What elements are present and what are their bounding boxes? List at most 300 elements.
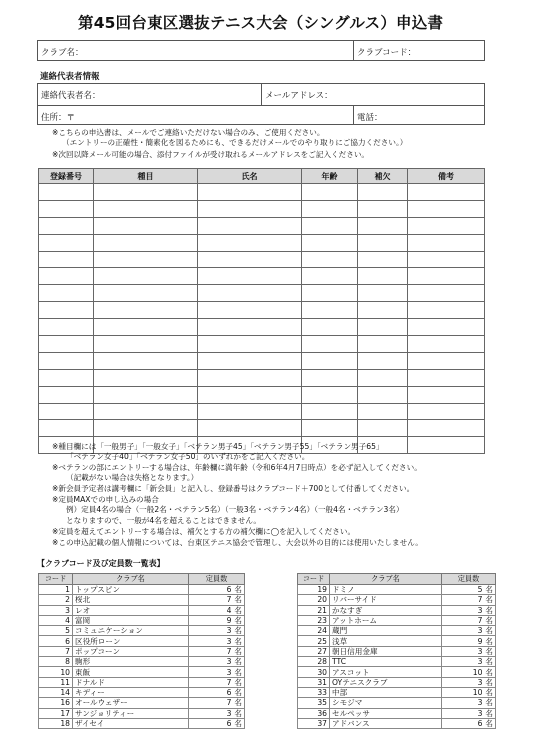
capacity-number: 3 — [226, 708, 232, 718]
name-cell[interactable] — [198, 403, 302, 420]
capacity-number: 5 — [477, 585, 483, 595]
substitute-cell[interactable] — [358, 369, 408, 386]
remarks-cell[interactable] — [408, 217, 485, 234]
substitute-cell[interactable] — [358, 184, 408, 201]
club-row — [39, 605, 245, 615]
club-code: 10 — [39, 667, 73, 677]
club-code: 21 — [298, 605, 330, 615]
club-row — [39, 677, 245, 687]
substitute-cell[interactable] — [358, 234, 408, 251]
club-capacity — [189, 595, 245, 605]
club-name: 浅草 — [330, 636, 442, 646]
registration-number-cell[interactable] — [39, 302, 94, 319]
club-row — [39, 615, 245, 625]
age-cell[interactable] — [302, 403, 358, 420]
registration-number-cell[interactable] — [39, 403, 94, 420]
substitute-cell[interactable] — [358, 200, 408, 217]
club-name: アットホーム — [330, 615, 442, 625]
substitute-cell[interactable] — [358, 319, 408, 336]
entry-row — [39, 234, 485, 251]
capacity-number: 6 — [226, 719, 232, 728]
club-row — [298, 646, 496, 656]
entry-row — [39, 369, 485, 386]
club-col-code: コード — [39, 574, 73, 585]
club-row — [298, 708, 496, 718]
event-cell[interactable] — [94, 386, 198, 403]
entry-row — [39, 336, 485, 353]
substitute-cell[interactable] — [358, 336, 408, 353]
remarks-cell[interactable] — [408, 420, 485, 437]
remarks-cell[interactable] — [408, 437, 485, 454]
club-capacity — [442, 708, 496, 718]
capacity-number: 3 — [477, 646, 483, 656]
note-top-2: （エントリーの正確性・簡素化を図るためにも、できるだけメールでのやり取りにご協力ください。） — [62, 138, 408, 147]
note-bottom-10: ※この申込記載の個人情報については、台東区テニス協会で管理し、大会以外の目的には使用いたしません。 — [52, 538, 423, 547]
club-capacity — [189, 636, 245, 646]
club-name: ザイセイ — [73, 718, 189, 728]
club-name: ポップコーン — [73, 646, 189, 656]
club-row — [298, 595, 496, 605]
club-code: 2 — [39, 595, 73, 605]
entry-row — [39, 352, 485, 369]
capacity-unit: 名 — [485, 667, 493, 677]
club-capacity — [189, 615, 245, 625]
entry-table-header — [39, 169, 485, 184]
substitute-cell[interactable] — [358, 403, 408, 420]
substitute-cell[interactable] — [358, 352, 408, 369]
name-cell[interactable] — [198, 420, 302, 437]
rep-name-label: 連絡代表者名： — [41, 91, 101, 101]
remarks-cell[interactable] — [408, 369, 485, 386]
club-row — [39, 718, 245, 728]
entry-row — [39, 319, 485, 336]
club-capacity — [442, 615, 496, 625]
capacity-number: 3 — [477, 605, 483, 615]
club-code: 4 — [39, 615, 73, 625]
club-code: 18 — [39, 718, 73, 728]
age-cell[interactable] — [302, 217, 358, 234]
capacity-unit: 名 — [234, 585, 242, 595]
name-cell[interactable] — [198, 386, 302, 403]
club-code: 24 — [298, 626, 330, 636]
club-row — [39, 657, 245, 667]
entry-row — [39, 403, 485, 420]
age-cell[interactable] — [302, 268, 358, 285]
capacity-number: 10 — [472, 688, 483, 698]
club-row — [298, 657, 496, 667]
age-cell[interactable] — [302, 352, 358, 369]
registration-number-cell[interactable] — [39, 336, 94, 353]
age-cell[interactable] — [302, 302, 358, 319]
club-row — [39, 636, 245, 646]
club-code: 17 — [39, 708, 73, 718]
capacity-unit: 名 — [485, 688, 493, 698]
entry-row — [39, 251, 485, 268]
entry-row — [39, 268, 485, 285]
event-cell[interactable] — [94, 217, 198, 234]
club-code: 33 — [298, 687, 330, 697]
capacity-unit: 名 — [234, 626, 242, 636]
club-capacity — [442, 687, 496, 697]
club-name: コミュニケーション — [73, 626, 189, 636]
registration-number-cell[interactable] — [39, 319, 94, 336]
name-cell[interactable] — [198, 369, 302, 386]
event-cell[interactable] — [94, 234, 198, 251]
age-cell[interactable] — [302, 184, 358, 201]
club-capacity — [442, 657, 496, 667]
remarks-cell[interactable] — [408, 336, 485, 353]
club-row — [39, 667, 245, 677]
capacity-number: 9 — [477, 636, 483, 646]
club-row — [39, 626, 245, 636]
club-name: 朝日信用金庫 — [330, 646, 442, 656]
capacity-number: 7 — [226, 698, 232, 708]
club-table-left — [38, 573, 245, 729]
club-capacity — [189, 646, 245, 656]
capacity-number: 3 — [477, 657, 483, 667]
event-cell[interactable] — [94, 420, 198, 437]
age-cell[interactable] — [302, 386, 358, 403]
capacity-unit: 名 — [485, 626, 493, 636]
substitute-cell[interactable] — [358, 217, 408, 234]
event-cell[interactable] — [94, 369, 198, 386]
age-cell[interactable] — [302, 336, 358, 353]
capacity-number: 6 — [226, 585, 232, 595]
name-cell[interactable] — [198, 302, 302, 319]
club-row — [39, 687, 245, 697]
registration-number-cell[interactable] — [39, 420, 94, 437]
club-info-box — [37, 40, 485, 61]
event-cell[interactable] — [94, 251, 198, 268]
club-name: TTC — [330, 657, 442, 667]
substitute-cell[interactable] — [358, 386, 408, 403]
club-col-capacity: 定員数 — [189, 574, 245, 585]
capacity-unit: 名 — [234, 646, 242, 656]
phone-label: 電話： — [357, 113, 383, 123]
capacity-number: 7 — [477, 595, 483, 605]
capacity-unit: 名 — [234, 595, 242, 605]
capacity-unit: 名 — [485, 616, 493, 626]
event-cell[interactable] — [94, 336, 198, 353]
club-capacity — [442, 677, 496, 687]
capacity-number: 3 — [226, 657, 232, 667]
club-capacity — [442, 646, 496, 656]
registration-number-cell[interactable] — [39, 386, 94, 403]
club-row — [298, 615, 496, 625]
club-row — [298, 698, 496, 708]
name-cell[interactable] — [198, 200, 302, 217]
substitute-cell[interactable] — [358, 285, 408, 302]
capacity-number: 3 — [477, 626, 483, 636]
capacity-unit: 名 — [485, 698, 493, 708]
club-capacity — [442, 698, 496, 708]
capacity-unit: 名 — [234, 667, 242, 677]
registration-number-cell[interactable] — [39, 352, 94, 369]
capacity-number: 3 — [477, 708, 483, 718]
club-name: リバーサイド — [330, 595, 442, 605]
club-name: サンジョリティー — [73, 708, 189, 718]
club-row — [298, 687, 496, 697]
club-name: 区役所ローン — [73, 636, 189, 646]
club-code: 20 — [298, 595, 330, 605]
club-name: ドミノ — [330, 585, 442, 595]
club-name: かなすぎ — [330, 605, 442, 615]
note-bottom-2: 「ベテラン女子40」「ベテラン女子50」のいずれかをご記入ください。 — [66, 452, 310, 461]
remarks-cell[interactable] — [408, 184, 485, 201]
club-code: 36 — [298, 708, 330, 718]
club-code: 7 — [39, 646, 73, 656]
club-row — [298, 677, 496, 687]
club-capacity — [189, 708, 245, 718]
club-code: 14 — [39, 687, 73, 697]
capacity-number: 7 — [226, 646, 232, 656]
remarks-cell[interactable] — [408, 302, 485, 319]
club-name: オールウェザー — [73, 698, 189, 708]
club-name: ドナルド — [73, 677, 189, 687]
club-row — [39, 585, 245, 595]
age-cell[interactable] — [302, 369, 358, 386]
capacity-number: 3 — [226, 626, 232, 636]
remarks-cell[interactable] — [408, 268, 485, 285]
remarks-cell[interactable] — [408, 200, 485, 217]
capacity-unit: 名 — [234, 698, 242, 708]
capacity-number: 7 — [477, 616, 483, 626]
substitute-cell[interactable] — [358, 302, 408, 319]
remarks-cell[interactable] — [408, 251, 485, 268]
club-capacity — [442, 585, 496, 595]
capacity-number: 7 — [226, 677, 232, 687]
club-name: トップスピン — [73, 585, 189, 595]
club-code: 28 — [298, 657, 330, 667]
note-top-3: ※次回以降メール可能の場合、添付ファイルが受け取れるメールアドレスをご記入ください。 — [52, 150, 370, 159]
club-code: 11 — [39, 677, 73, 687]
capacity-number: 3 — [226, 636, 232, 646]
name-cell[interactable] — [198, 336, 302, 353]
entry-row — [39, 386, 485, 403]
club-code: 5 — [39, 626, 73, 636]
capacity-number: 3 — [226, 667, 232, 677]
club-capacity — [189, 718, 245, 728]
club-row — [298, 636, 496, 646]
club-row — [39, 698, 245, 708]
name-cell[interactable] — [198, 268, 302, 285]
club-capacity — [189, 698, 245, 708]
registration-number-cell[interactable] — [39, 217, 94, 234]
club-name: アドバンス — [330, 718, 442, 728]
name-cell[interactable] — [198, 352, 302, 369]
contact-section-title: 連絡代表者情報 — [40, 72, 100, 82]
event-cell[interactable] — [94, 184, 198, 201]
event-cell[interactable] — [94, 285, 198, 302]
club-code: 19 — [298, 585, 330, 595]
remarks-cell[interactable] — [408, 386, 485, 403]
club-capacity — [189, 626, 245, 636]
registration-number-cell[interactable] — [39, 234, 94, 251]
club-name: 中部 — [330, 687, 442, 697]
club-name: レオ — [73, 605, 189, 615]
club-name: セルペッサ — [330, 708, 442, 718]
name-cell[interactable] — [198, 234, 302, 251]
capacity-unit: 名 — [485, 657, 493, 667]
club-name: アスコット — [330, 667, 442, 677]
club-row — [298, 626, 496, 636]
capacity-unit: 名 — [234, 708, 242, 718]
substitute-cell[interactable] — [358, 420, 408, 437]
club-name: 駒形 — [73, 657, 189, 667]
event-cell[interactable] — [94, 268, 198, 285]
club-capacity — [442, 595, 496, 605]
registration-number-cell[interactable] — [39, 268, 94, 285]
event-cell[interactable] — [94, 302, 198, 319]
club-code: 35 — [298, 698, 330, 708]
club-name: 蔵門 — [330, 626, 442, 636]
remarks-cell[interactable] — [408, 319, 485, 336]
capacity-number: 6 — [226, 688, 232, 698]
club-capacity — [442, 605, 496, 615]
name-cell[interactable] — [198, 319, 302, 336]
age-cell[interactable] — [302, 319, 358, 336]
capacity-unit: 名 — [485, 646, 493, 656]
form-title: 第45回台東区選抜テニス大会（シングルス）申込書 — [78, 14, 444, 32]
name-cell[interactable] — [198, 217, 302, 234]
capacity-unit: 名 — [234, 688, 242, 698]
name-cell[interactable] — [198, 285, 302, 302]
club-list-title: 【クラブコード及び定員数一覧表】 — [37, 559, 165, 568]
club-code: 23 — [298, 615, 330, 625]
remarks-cell[interactable] — [408, 285, 485, 302]
age-cell[interactable] — [302, 285, 358, 302]
club-row — [298, 605, 496, 615]
club-code-label: クラブコード： — [357, 48, 417, 58]
capacity-unit: 名 — [485, 636, 493, 646]
club-capacity — [189, 677, 245, 687]
club-code: 27 — [298, 646, 330, 656]
address-label: 住所：〒 — [41, 113, 76, 123]
club-capacity — [442, 718, 496, 728]
event-cell[interactable] — [94, 403, 198, 420]
substitute-cell[interactable] — [358, 268, 408, 285]
remarks-cell[interactable] — [408, 403, 485, 420]
col-remarks: 備考 — [408, 169, 485, 184]
club-row — [39, 595, 245, 605]
registration-number-cell[interactable] — [39, 184, 94, 201]
note-bottom-9: ※定員を超えてエントリーする場合は、補欠とする方の補欠欄に◯を記入してください。 — [52, 527, 356, 536]
capacity-unit: 名 — [234, 719, 242, 728]
col-name: 氏名 — [198, 169, 302, 184]
note-bottom-1: ※種目欄には「一般男子」「一般女子」「ベテラン男子45」「ベテラン男子55」「ベテラン男子65」 — [52, 442, 384, 451]
age-cell[interactable] — [302, 200, 358, 217]
remarks-cell[interactable] — [408, 352, 485, 369]
capacity-number: 3 — [477, 698, 483, 708]
club-code: 8 — [39, 657, 73, 667]
event-cell[interactable] — [94, 352, 198, 369]
capacity-unit: 名 — [234, 657, 242, 667]
club-name: 富岡 — [73, 615, 189, 625]
club-row — [39, 708, 245, 718]
age-cell[interactable] — [302, 420, 358, 437]
club-col-code: コード — [298, 574, 330, 585]
capacity-number: 10 — [472, 667, 483, 677]
name-cell[interactable] — [198, 251, 302, 268]
club-name-label: クラブ名： — [41, 48, 84, 58]
note-bottom-8: となりますので、一般が4名を超えることはできません。 — [66, 516, 261, 525]
capacity-number: 3 — [477, 677, 483, 687]
club-row — [298, 585, 496, 595]
registration-number-cell[interactable] — [39, 285, 94, 302]
club-capacity — [189, 605, 245, 615]
email-label: メールアドレス： — [265, 91, 333, 101]
club-col-name: クラブ名 — [330, 574, 442, 585]
entry-row — [39, 184, 485, 201]
club-capacity — [442, 636, 496, 646]
capacity-unit: 名 — [234, 636, 242, 646]
club-name: OYテニスクラブ — [330, 677, 442, 687]
entry-row — [39, 302, 485, 319]
club-name: 桜北 — [73, 595, 189, 605]
registration-number-cell[interactable] — [39, 369, 94, 386]
age-cell[interactable] — [302, 234, 358, 251]
club-row — [39, 646, 245, 656]
note-bottom-3: ※ベテランの部にエントリーする場合は、年齢欄に満年齢（令和6年4月7日時点）を必ず記入してください。 — [52, 463, 422, 472]
col-substitute: 補欠 — [358, 169, 408, 184]
club-capacity — [189, 687, 245, 697]
col-age: 年齢 — [302, 169, 358, 184]
capacity-number: 7 — [226, 595, 232, 605]
club-code: 30 — [298, 667, 330, 677]
col-registration-number: 登録番号 — [39, 169, 94, 184]
club-code: 16 — [39, 698, 73, 708]
club-col-name: クラブ名 — [73, 574, 189, 585]
note-top-1: ※こちらの申込書は、メールでご連絡いただけない場合のみ、ご使用ください。 — [52, 128, 325, 137]
capacity-unit: 名 — [234, 616, 242, 626]
registration-number-cell[interactable] — [39, 251, 94, 268]
club-capacity — [189, 657, 245, 667]
club-code: 3 — [39, 605, 73, 615]
substitute-cell[interactable] — [358, 251, 408, 268]
club-row — [298, 667, 496, 677]
club-code: 31 — [298, 677, 330, 687]
registration-number-cell[interactable] — [39, 200, 94, 217]
club-code: 37 — [298, 718, 330, 728]
club-capacity — [442, 667, 496, 677]
event-cell[interactable] — [94, 200, 198, 217]
capacity-number: 6 — [477, 719, 483, 728]
entry-table — [38, 168, 485, 454]
event-cell[interactable] — [94, 319, 198, 336]
club-name: キディー — [73, 687, 189, 697]
club-code: 1 — [39, 585, 73, 595]
entry-row — [39, 285, 485, 302]
col-event: 種目 — [94, 169, 198, 184]
name-cell[interactable] — [198, 184, 302, 201]
club-name: シモジマ — [330, 698, 442, 708]
capacity-unit: 名 — [234, 605, 242, 615]
entry-row — [39, 420, 485, 437]
club-row — [298, 718, 496, 728]
age-cell[interactable] — [302, 251, 358, 268]
capacity-unit: 名 — [485, 605, 493, 615]
club-capacity — [442, 626, 496, 636]
note-bottom-7: 例）定員4名の場合（一般2名・ベテラン5名）（一般3名・ベテラン4名）（一般4名・ベテラン3名） — [66, 505, 404, 514]
club-code: 25 — [298, 636, 330, 646]
capacity-number: 4 — [226, 605, 232, 615]
remarks-cell[interactable] — [408, 234, 485, 251]
club-name: 東飯 — [73, 667, 189, 677]
capacity-unit: 名 — [485, 595, 493, 605]
capacity-unit: 名 — [485, 719, 493, 728]
note-bottom-5: ※新会員予定者は講考欄に「新会員」と記入し、登録番号はクラブコード＋700として付番してください。 — [52, 484, 415, 493]
entry-row — [39, 200, 485, 217]
